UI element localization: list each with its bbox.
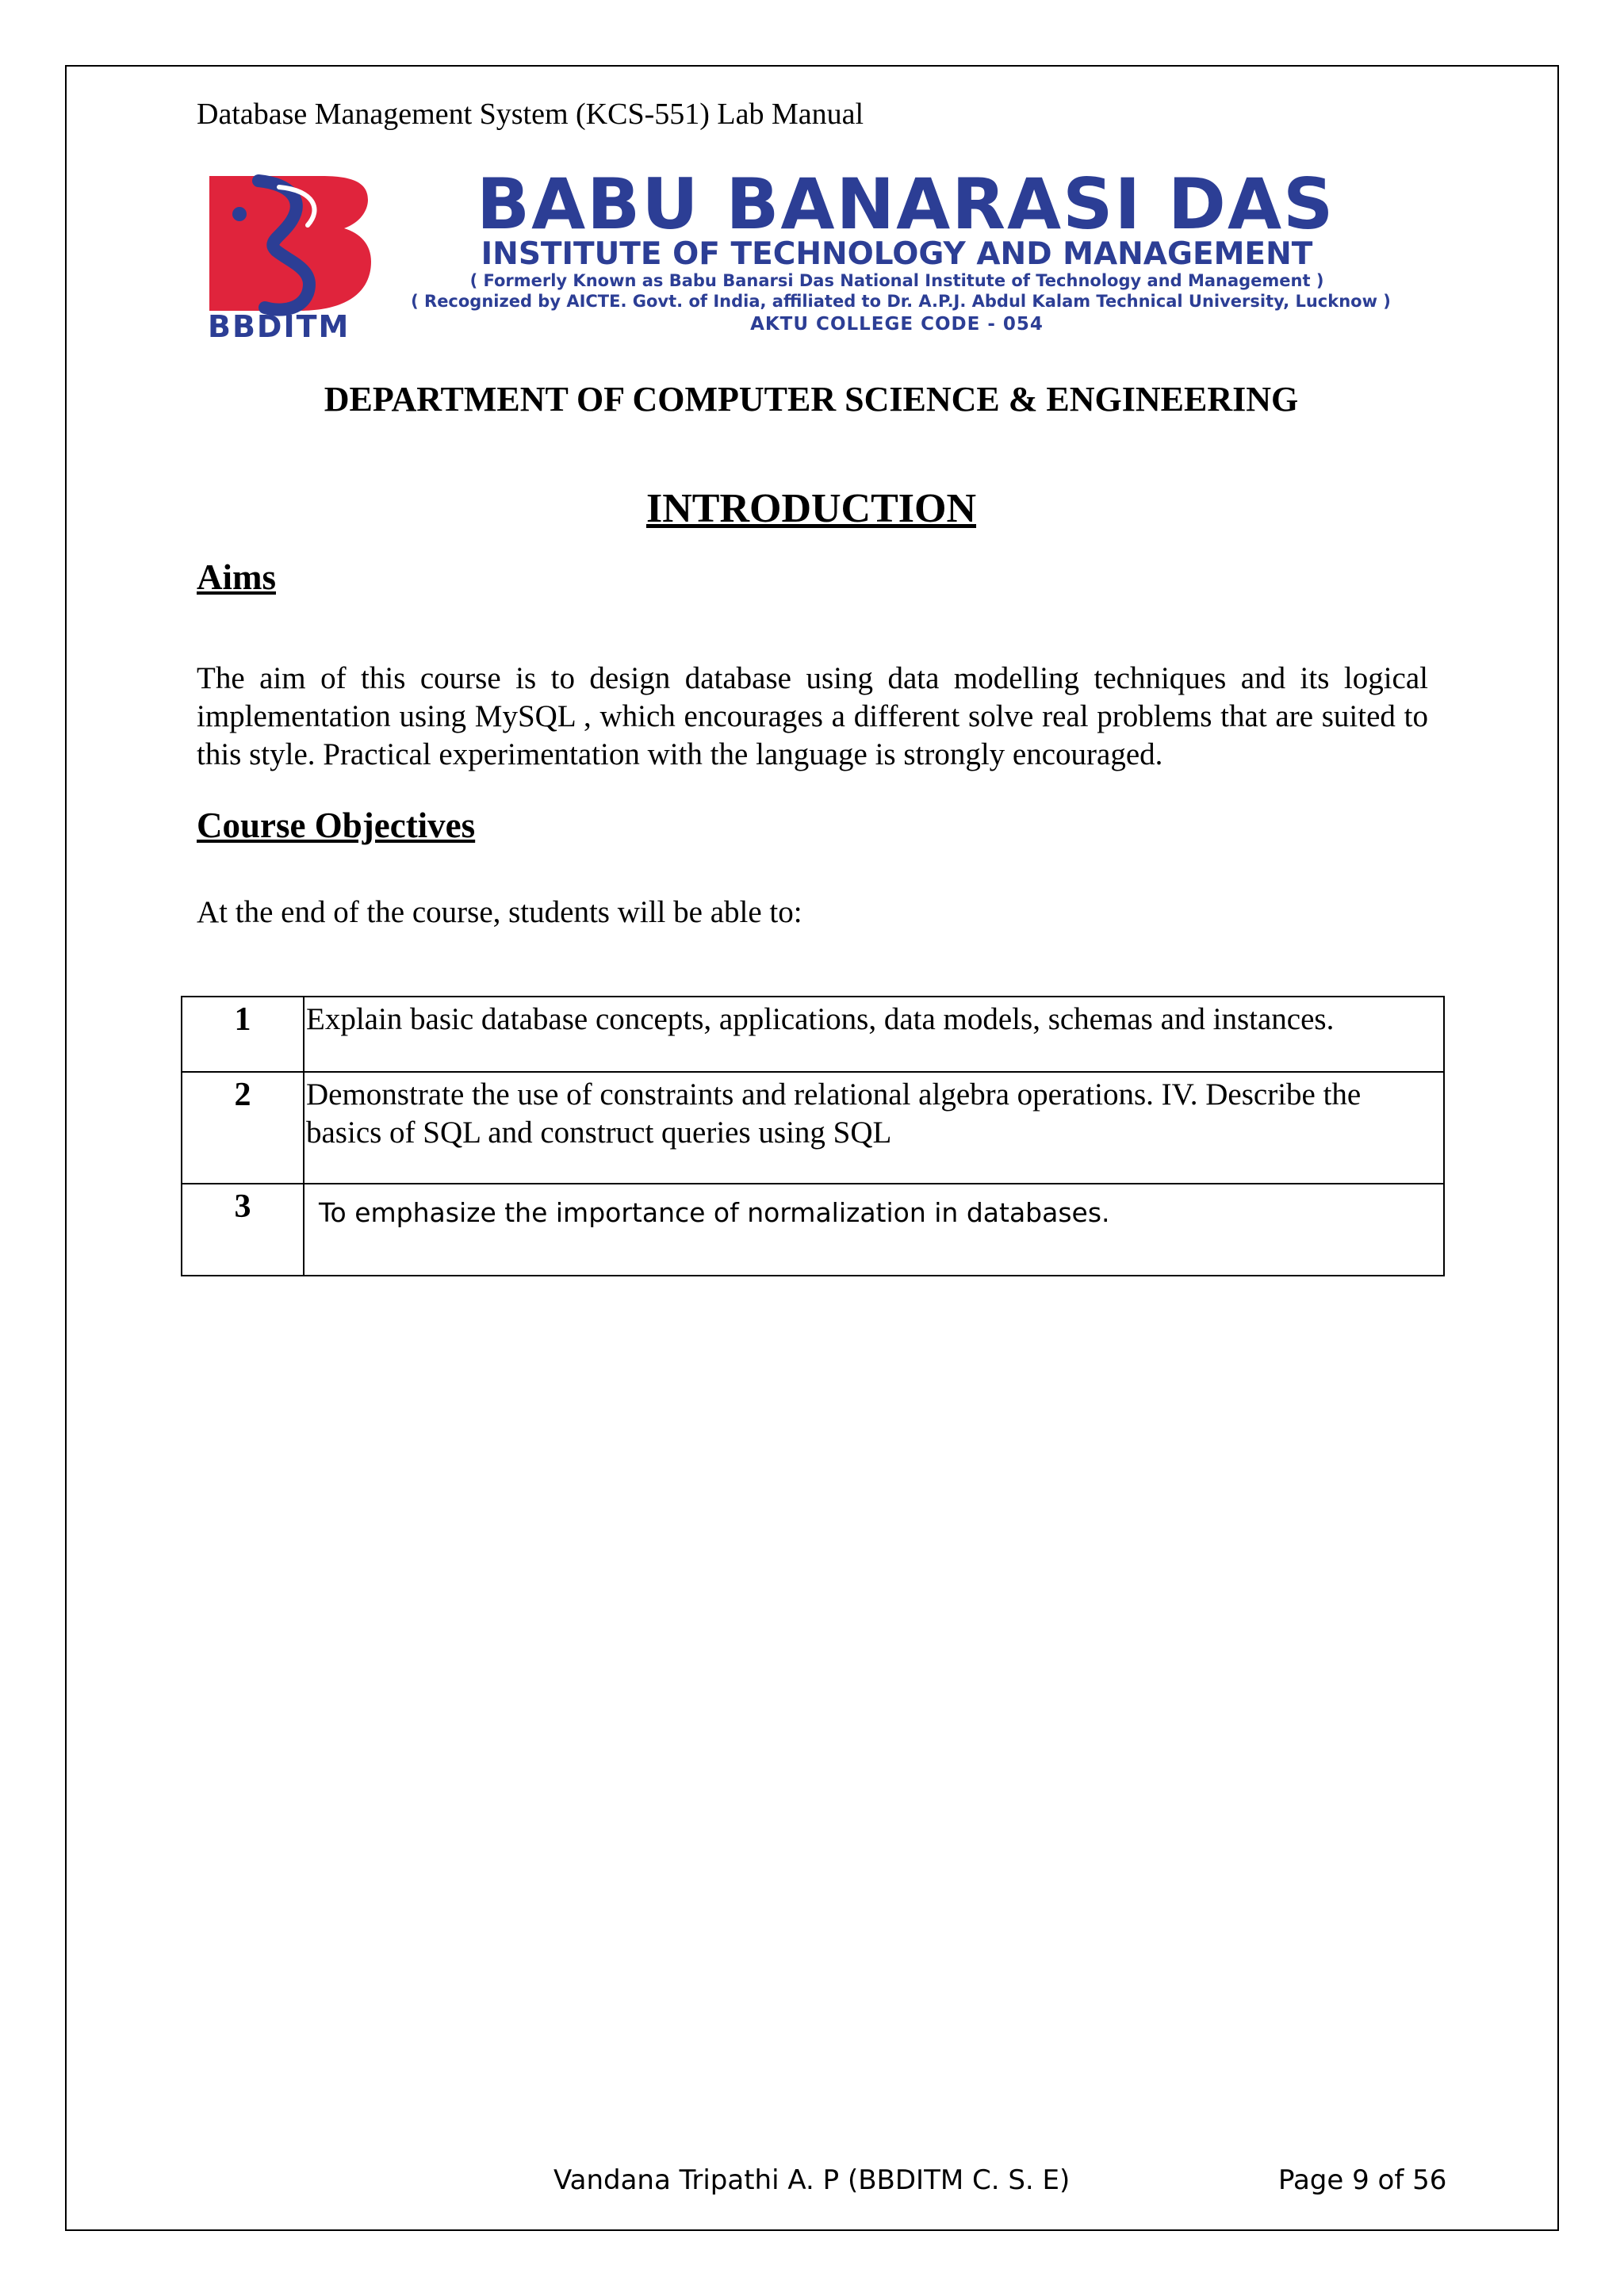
objective-text: To emphasize the importance of normalization in databases.: [304, 1184, 1444, 1276]
institute-name: BABU BANARASI DAS: [477, 163, 1335, 245]
page-number: Page 9 of 56: [1278, 2164, 1447, 2196]
objective-number: 2: [182, 1072, 304, 1184]
logo-abbreviation: BBDITM: [208, 309, 350, 344]
section-title: INTRODUCTION: [645, 486, 977, 531]
objective-text: Explain basic database concepts, applications, data models, schemas and instances.: [304, 997, 1444, 1072]
institute-formerly: ( Formerly Known as Babu Banarsi Das National Institute of Technology and Management ): [469, 271, 1324, 290]
objective-number: 3: [182, 1184, 304, 1276]
institute-logo-banner: [203, 163, 1424, 350]
department-title: DEPARTMENT OF COMPUTER SCIENCE & ENGINEERING: [324, 380, 1299, 419]
aims-heading: Aims: [197, 557, 276, 597]
running-header: Database Management System (KCS-551) Lab Manual: [197, 98, 864, 131]
footer-author: Vandana Tripathi A. P (BBDITM C. S. E): [553, 2164, 1071, 2196]
objective-text: Demonstrate the use of constraints and relational algebra operations. IV. Describe the basics of SQL and construct queries using SQL: [304, 1072, 1444, 1184]
table-row: [182, 997, 1444, 1072]
institute-subtitle: INSTITUTE OF TECHNOLOGY AND MANAGEMENT: [481, 236, 1313, 272]
objectives-intro: At the end of the course, students will be able to:: [197, 895, 802, 929]
objective-number: 1: [182, 997, 304, 1072]
institute-recognition: ( Recognized by AICTE. Govt. of India, affiliated to Dr. A.P.J. Abdul Kalam Technical University, Lucknow ): [411, 292, 1391, 311]
table-row: [182, 1072, 1444, 1184]
objectives-table: [181, 996, 1445, 1276]
objectives-heading: Course Objectives: [197, 806, 476, 845]
college-code: AKTU COLLEGE CODE - 054: [750, 314, 1044, 335]
aims-paragraph: The aim of this course is to design database using data modelling techniques and its logical implementation using MySQL , which encourages a different solve real problems that are suited to this style. Practical experimentation with the language is strongly encouraged.: [197, 661, 1428, 771]
table-row: [182, 1184, 1444, 1276]
